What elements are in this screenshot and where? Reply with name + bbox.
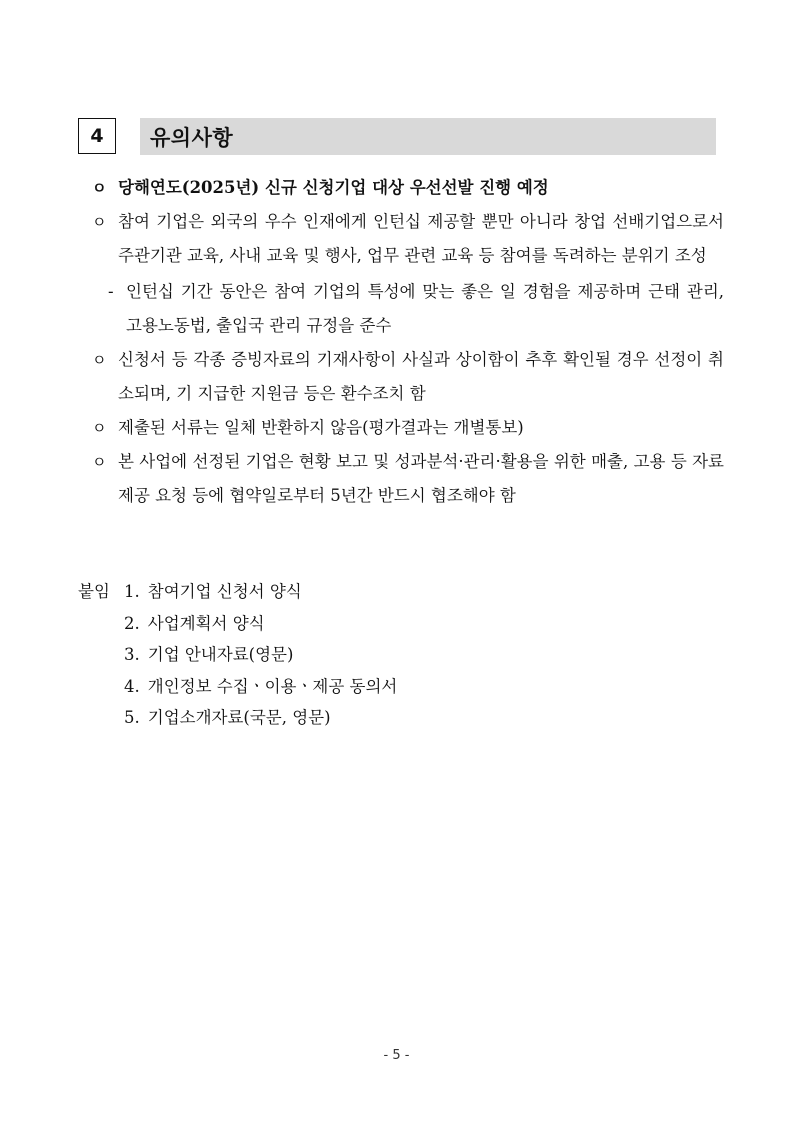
attachments-label: 붙임 (78, 582, 110, 601)
bullet-marker: ㅇ (92, 453, 107, 471)
bullet-marker: ㅇ (92, 419, 107, 437)
attachment-number: 5. (124, 708, 140, 727)
sub-bullet-marker: - (108, 282, 114, 301)
bullet-marker: ㅇ (92, 351, 107, 369)
notice-text: 본 사업에 선정된 기업은 현황 보고 및 성과분석·관리·활용을 위한 매출, 고용 등 자료 제공 요청 등에 협약일로부터 5년간 반드시 협조해야 함 (118, 452, 724, 505)
bullet-marker: ㅇ (92, 179, 107, 197)
notice-item (92, 445, 724, 513)
attachment-number: 3. (124, 645, 140, 664)
notice-text: 참여 기업은 외국의 우수 인재에게 인턴십 제공할 뿐만 아니라 창업 선배기업으로서 주관기관 교육, 사내 교육 및 행사, 업무 관련 교육 등 참여를 독려하는 분위기 조성 (118, 212, 724, 265)
notice-sub-text: 인턴십 기간 동안은 참여 기업의 특성에 맞는 좋은 일 경험을 제공하며 근태 관리, 고용노동법, 출입국 관리 규정을 준수 (126, 282, 724, 335)
notice-item (92, 171, 724, 205)
attachment-indent (78, 702, 124, 734)
section-header (78, 118, 716, 156)
attachment-item (78, 639, 397, 671)
notice-item (92, 411, 724, 445)
page-number: - 5 - (383, 1048, 410, 1063)
section-number: 4 (78, 118, 116, 154)
notice-sub-item (108, 275, 724, 343)
attachment-indent (78, 608, 124, 640)
attachment-text: 기업 안내자료(영문) (147, 645, 294, 664)
section-title: 유의사항 (150, 125, 234, 150)
attachment-text: 사업계획서 양식 (147, 613, 265, 633)
attachment-item (78, 576, 397, 608)
attachments-list (78, 576, 397, 734)
notice-item (92, 343, 724, 411)
notice-list (92, 171, 724, 513)
notice-item (92, 205, 724, 273)
attachment-number: 4. (124, 676, 140, 696)
attachment-item (78, 608, 397, 640)
attachment-number: 2. (124, 613, 140, 633)
attachment-number: 1. (124, 582, 140, 601)
notice-text: 당해연도(2025년) 신규 신청기업 대상 우선선발 진행 예정 (118, 178, 549, 197)
attachment-text: 개인정보 수집ㆍ이용ㆍ제공 동의서 (147, 676, 398, 696)
attachment-indent (78, 671, 124, 703)
notice-text: 제출된 서류는 일체 반환하지 않음(평가결과는 개별통보) (118, 418, 524, 437)
attachment-item (78, 702, 397, 734)
notice-text: 신청서 등 각종 증빙자료의 기재사항이 사실과 상이함이 추후 확인될 경우 선정이 취소되며, 기 지급한 지원금 등은 환수조치 함 (118, 350, 724, 403)
attachment-indent (78, 639, 124, 671)
attachment-item (78, 671, 397, 703)
attachment-text: 참여기업 신청서 양식 (147, 582, 302, 601)
bullet-marker: ㅇ (92, 213, 107, 231)
section-title-bar (140, 118, 716, 155)
attachment-text: 기업소개자료(국문, 영문) (147, 708, 331, 727)
